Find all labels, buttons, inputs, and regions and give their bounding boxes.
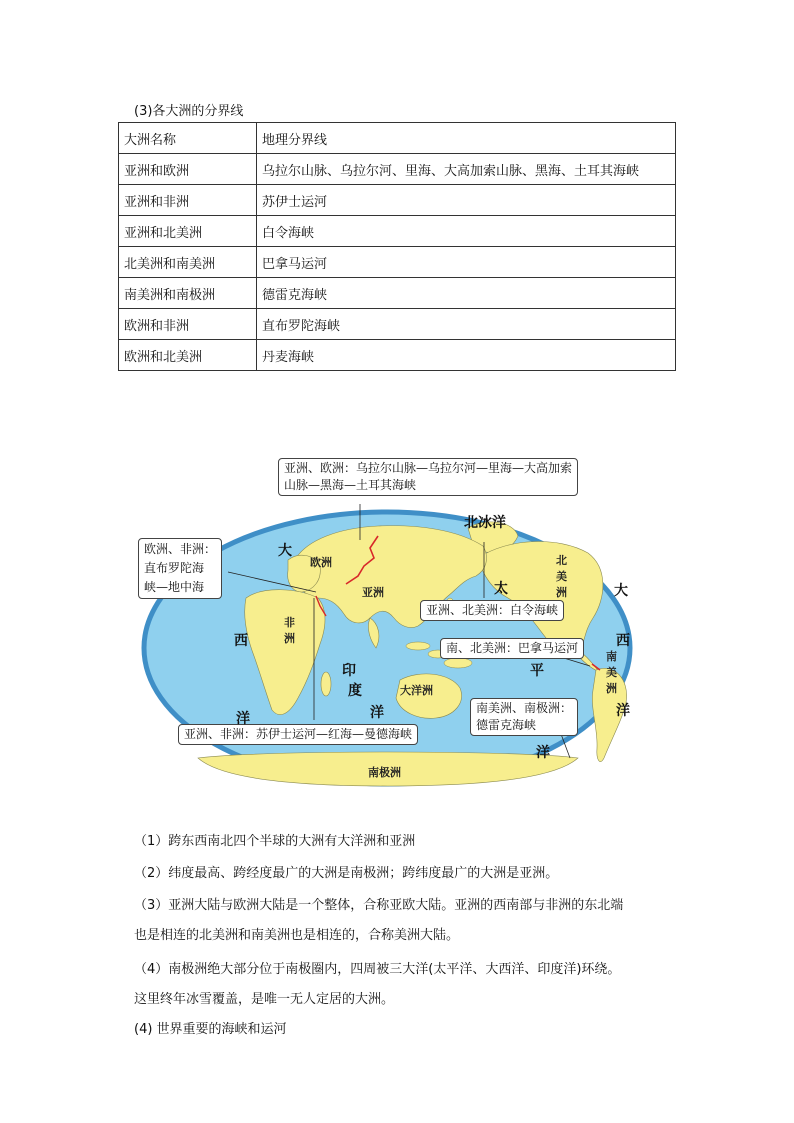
paragraph: （3）亚洲大陆与欧洲大陆是一个整体，合称亚欧大陆。亚洲的西南部与非洲的东北端: [134, 898, 624, 913]
ocean-label-atlantic-west-2: 西: [234, 633, 248, 649]
callout-line: 亚洲、欧洲：乌拉尔山脉—乌拉尔河—里海—大高加索: [284, 461, 573, 475]
callout-line: 直布罗陀海: [144, 561, 205, 575]
callout-line: 山脉—黑海—土耳其海峡: [284, 478, 417, 492]
callout-asia-europe: [278, 458, 578, 496]
ocean-label-arctic: 北冰洋: [464, 515, 506, 531]
section-heading: (3)各大洲的分界线: [134, 104, 244, 119]
continent-label-europe: 欧洲: [310, 556, 332, 569]
table-row: [119, 340, 676, 371]
table-cell-continents: 亚洲和欧洲: [119, 154, 257, 185]
continent-label-antarctica: 南极洲: [368, 766, 401, 779]
ocean-label-pacific-2: 平: [530, 663, 544, 679]
table-cell-continents: 欧洲和北美洲: [119, 340, 257, 371]
ocean-label-pacific-1: 太: [494, 581, 508, 597]
continent-label-africa-1: 非: [284, 616, 295, 629]
table-row: [119, 185, 676, 216]
paragraph: 这里终年冰雪覆盖，是唯一无人定居的大洲。: [134, 992, 395, 1007]
table-row: [119, 309, 676, 340]
continent-label-oceania: 大洋洲: [400, 684, 433, 697]
ocean-label-atlantic-west-3: 洋: [236, 711, 250, 727]
paragraph: 也是相连的北美洲和南美洲也是相连的，合称美洲大陆。: [134, 928, 460, 943]
continent-label-north-america-3: 洲: [556, 586, 567, 599]
table-row: [119, 216, 676, 247]
paragraph: （4）南极洲绝大部分位于南极圈内，四周被三大洋(太平洋、大西洋、印度洋)环绕。: [134, 962, 621, 977]
table-cell-continents: 欧洲和非洲: [119, 309, 257, 340]
callout-europe-africa: [138, 538, 222, 599]
callout-south-america-antarctica: [470, 698, 578, 736]
table-header-cell: 地理分界线: [257, 123, 676, 154]
paragraph: （2）纬度最高、跨经度最广的大洲是南极洲；跨纬度最广的大洲是亚洲。: [134, 866, 559, 881]
table-row: [119, 278, 676, 309]
callout-line: 峡—地中海: [144, 580, 205, 594]
table-cell-continents: 南美洲和南极洲: [119, 278, 257, 309]
table-cell-boundary: 德雷克海峡: [257, 278, 676, 309]
callout-americas: 南、北美洲：巴拿马运河: [440, 638, 584, 659]
table-cell-boundary: 乌拉尔山脉、乌拉尔河、里海、大高加索山脉、黑海、土耳其海峡: [257, 154, 676, 185]
table-cell-boundary: 丹麦海峡: [257, 340, 676, 371]
continent-label-north-america-1: 北: [556, 554, 567, 567]
ocean-label-pacific-3: 洋: [536, 745, 550, 761]
paragraph-heading: (4) 世界重要的海峡和运河: [134, 1022, 287, 1037]
table-cell-continents: 北美洲和南美洲: [119, 247, 257, 278]
table-cell-boundary: 苏伊士运河: [257, 185, 676, 216]
ocean-label-indian-1: 印: [342, 663, 356, 679]
continent-label-asia: 亚洲: [362, 586, 384, 599]
callout-line: 南美洲、南极洲：: [476, 701, 573, 715]
table-header-row: [119, 123, 676, 154]
continent-label-south-america-1: 南: [606, 650, 617, 663]
table-cell-continents: 亚洲和北美洲: [119, 216, 257, 247]
continent-label-south-america-2: 美: [606, 666, 617, 679]
table-cell-boundary: 直布罗陀海峡: [257, 309, 676, 340]
table-row: [119, 247, 676, 278]
island: [406, 642, 430, 650]
island: [444, 658, 472, 668]
table-cell-boundary: 巴拿马运河: [257, 247, 676, 278]
table-cell-continents: 亚洲和非洲: [119, 185, 257, 216]
callout-line: 德雷克海峡: [476, 718, 537, 732]
ocean-label-atlantic-east-3: 洋: [616, 703, 630, 719]
madagascar-landmass: [321, 672, 331, 696]
ocean-label-atlantic-east-1: 大: [614, 583, 628, 599]
boundary-table: [118, 122, 676, 371]
continent-label-africa-2: 洲: [284, 632, 295, 645]
table-cell-boundary: 白令海峡: [257, 216, 676, 247]
paragraph: （1）跨东西南北四个半球的大洲有大洋洲和亚洲: [134, 834, 416, 849]
world-map-graphic: [138, 458, 636, 796]
world-map-figure: [138, 458, 636, 796]
table-header-cell: 大洲名称: [119, 123, 257, 154]
table-row: [119, 154, 676, 185]
continent-label-north-america-2: 美: [556, 570, 567, 583]
callout-asia-africa: 亚洲、非洲：苏伊士运河—红海—曼德海峡: [178, 724, 418, 745]
callout-line: 欧洲、非洲：: [144, 542, 217, 556]
ocean-label-indian-2: 度: [348, 683, 362, 699]
ocean-label-atlantic-east-2: 西: [616, 633, 630, 649]
callout-asia-north-america: 亚洲、北美洲：白令海峡: [420, 600, 564, 621]
ocean-label-indian-3: 洋: [370, 705, 384, 721]
ocean-label-atlantic-west-1: 大: [278, 543, 292, 559]
continent-label-south-america-3: 洲: [606, 682, 617, 695]
